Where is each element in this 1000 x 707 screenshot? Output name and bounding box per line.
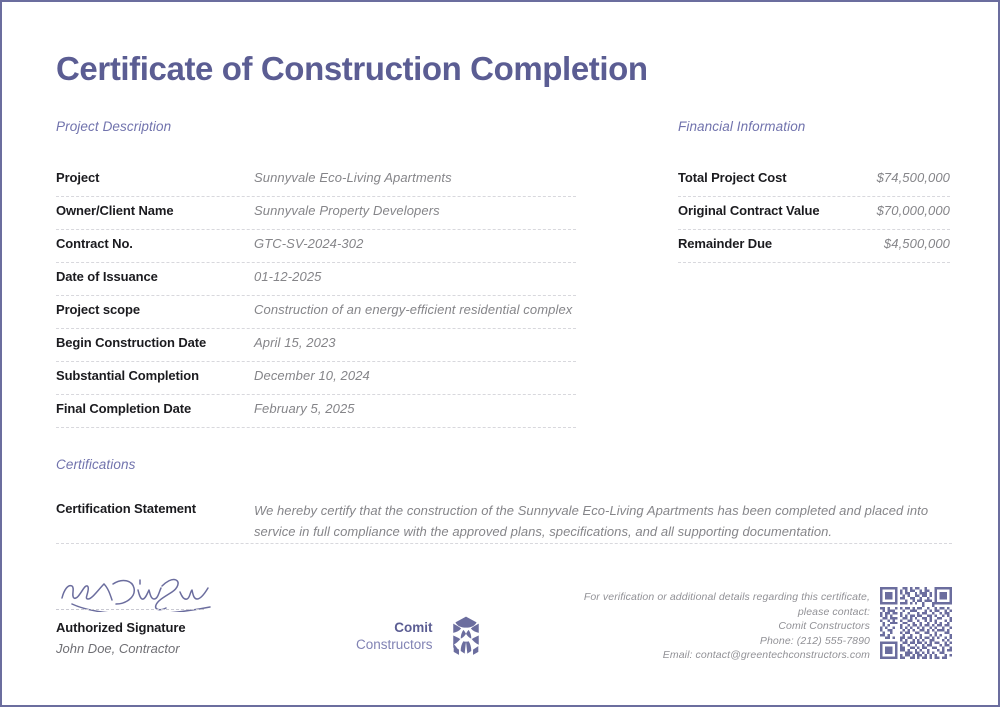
table-row [678,164,950,197]
contact-company: Comit Constructors [778,620,870,632]
company-name-line1: Comit [394,620,433,635]
signature-label: Authorized Signature [56,620,186,635]
row-value: February 5, 2025 [254,401,355,416]
table-row [56,395,576,428]
row-label: Begin Construction Date [56,335,207,350]
table-row [678,230,950,263]
table-row [56,164,576,197]
company-logo [356,614,488,658]
signature-mark [58,564,258,612]
table-row [56,329,576,362]
row-value: $4,500,000 [883,236,950,251]
certificate-footer [56,562,952,682]
row-value: $70,000,000 [876,203,950,218]
financial-information-rows [678,164,950,263]
table-row [678,197,950,230]
table-row [56,296,576,329]
row-label: Remainder Due [678,236,773,251]
table-row [56,230,576,263]
row-value: April 15, 2023 [254,335,336,350]
row-label: Contract No. [56,236,133,251]
company-name-line2: Constructors [356,637,433,652]
signatory-name: John Doe, Contractor [56,641,180,656]
company-logo-text [356,619,433,653]
contact-line-1: For verification or additional details regarding this certificate, [583,591,870,603]
row-label: Original Contract Value [678,203,820,218]
row-value: Sunnyvale Eco-Living Apartments [254,170,452,185]
certifications-section [56,457,952,542]
page-title: Certificate of Construction Completion [56,50,648,87]
qr-code[interactable] [880,587,952,659]
section-heading-certifications: Certifications [56,457,136,472]
row-label: Project [56,170,100,185]
section-heading-project-description: Project Description [56,119,172,134]
contact-line-2: please contact: [797,605,870,618]
row-value: GTC-SV-2024-302 [254,236,364,251]
row-label: Date of Issuance [56,269,158,284]
project-description-section [56,119,576,428]
row-label: Certification Statement [56,501,197,516]
contact-phone: Phone: (212) 555-7890 [759,634,870,647]
table-row [56,362,576,395]
contact-email: Email: contact@greentechconstructors.com [662,649,870,661]
financial-information-section [678,119,950,263]
project-description-rows [56,164,576,428]
table-row [56,197,576,230]
section-heading-financial-information: Financial Information [678,119,806,134]
footer-divider [56,543,952,544]
contact-information [570,590,870,663]
row-value: December 10, 2024 [254,368,370,383]
row-value: Construction of an energy-efficient residential complex [254,302,573,317]
row-value: $74,500,000 [876,170,950,185]
certification-statement-text: We hereby certify that the construction of the Sunnyvale Eco-Living Apartments has been completed and placed into service in full compliance with the approved plans, specifications, and all supporting documentation. [254,503,929,539]
certification-statement-row [56,500,952,542]
row-label: Owner/Client Name [56,203,174,218]
row-value: Sunnyvale Property Developers [254,203,440,218]
row-label: Substantial Completion [56,368,199,383]
row-label: Total Project Cost [678,170,787,185]
row-label: Final Completion Date [56,401,192,416]
cube-logo-icon [444,614,488,658]
row-label: Project scope [56,302,140,317]
row-value: 01-12-2025 [254,269,322,284]
table-row [56,263,576,296]
signature-line [56,609,204,610]
